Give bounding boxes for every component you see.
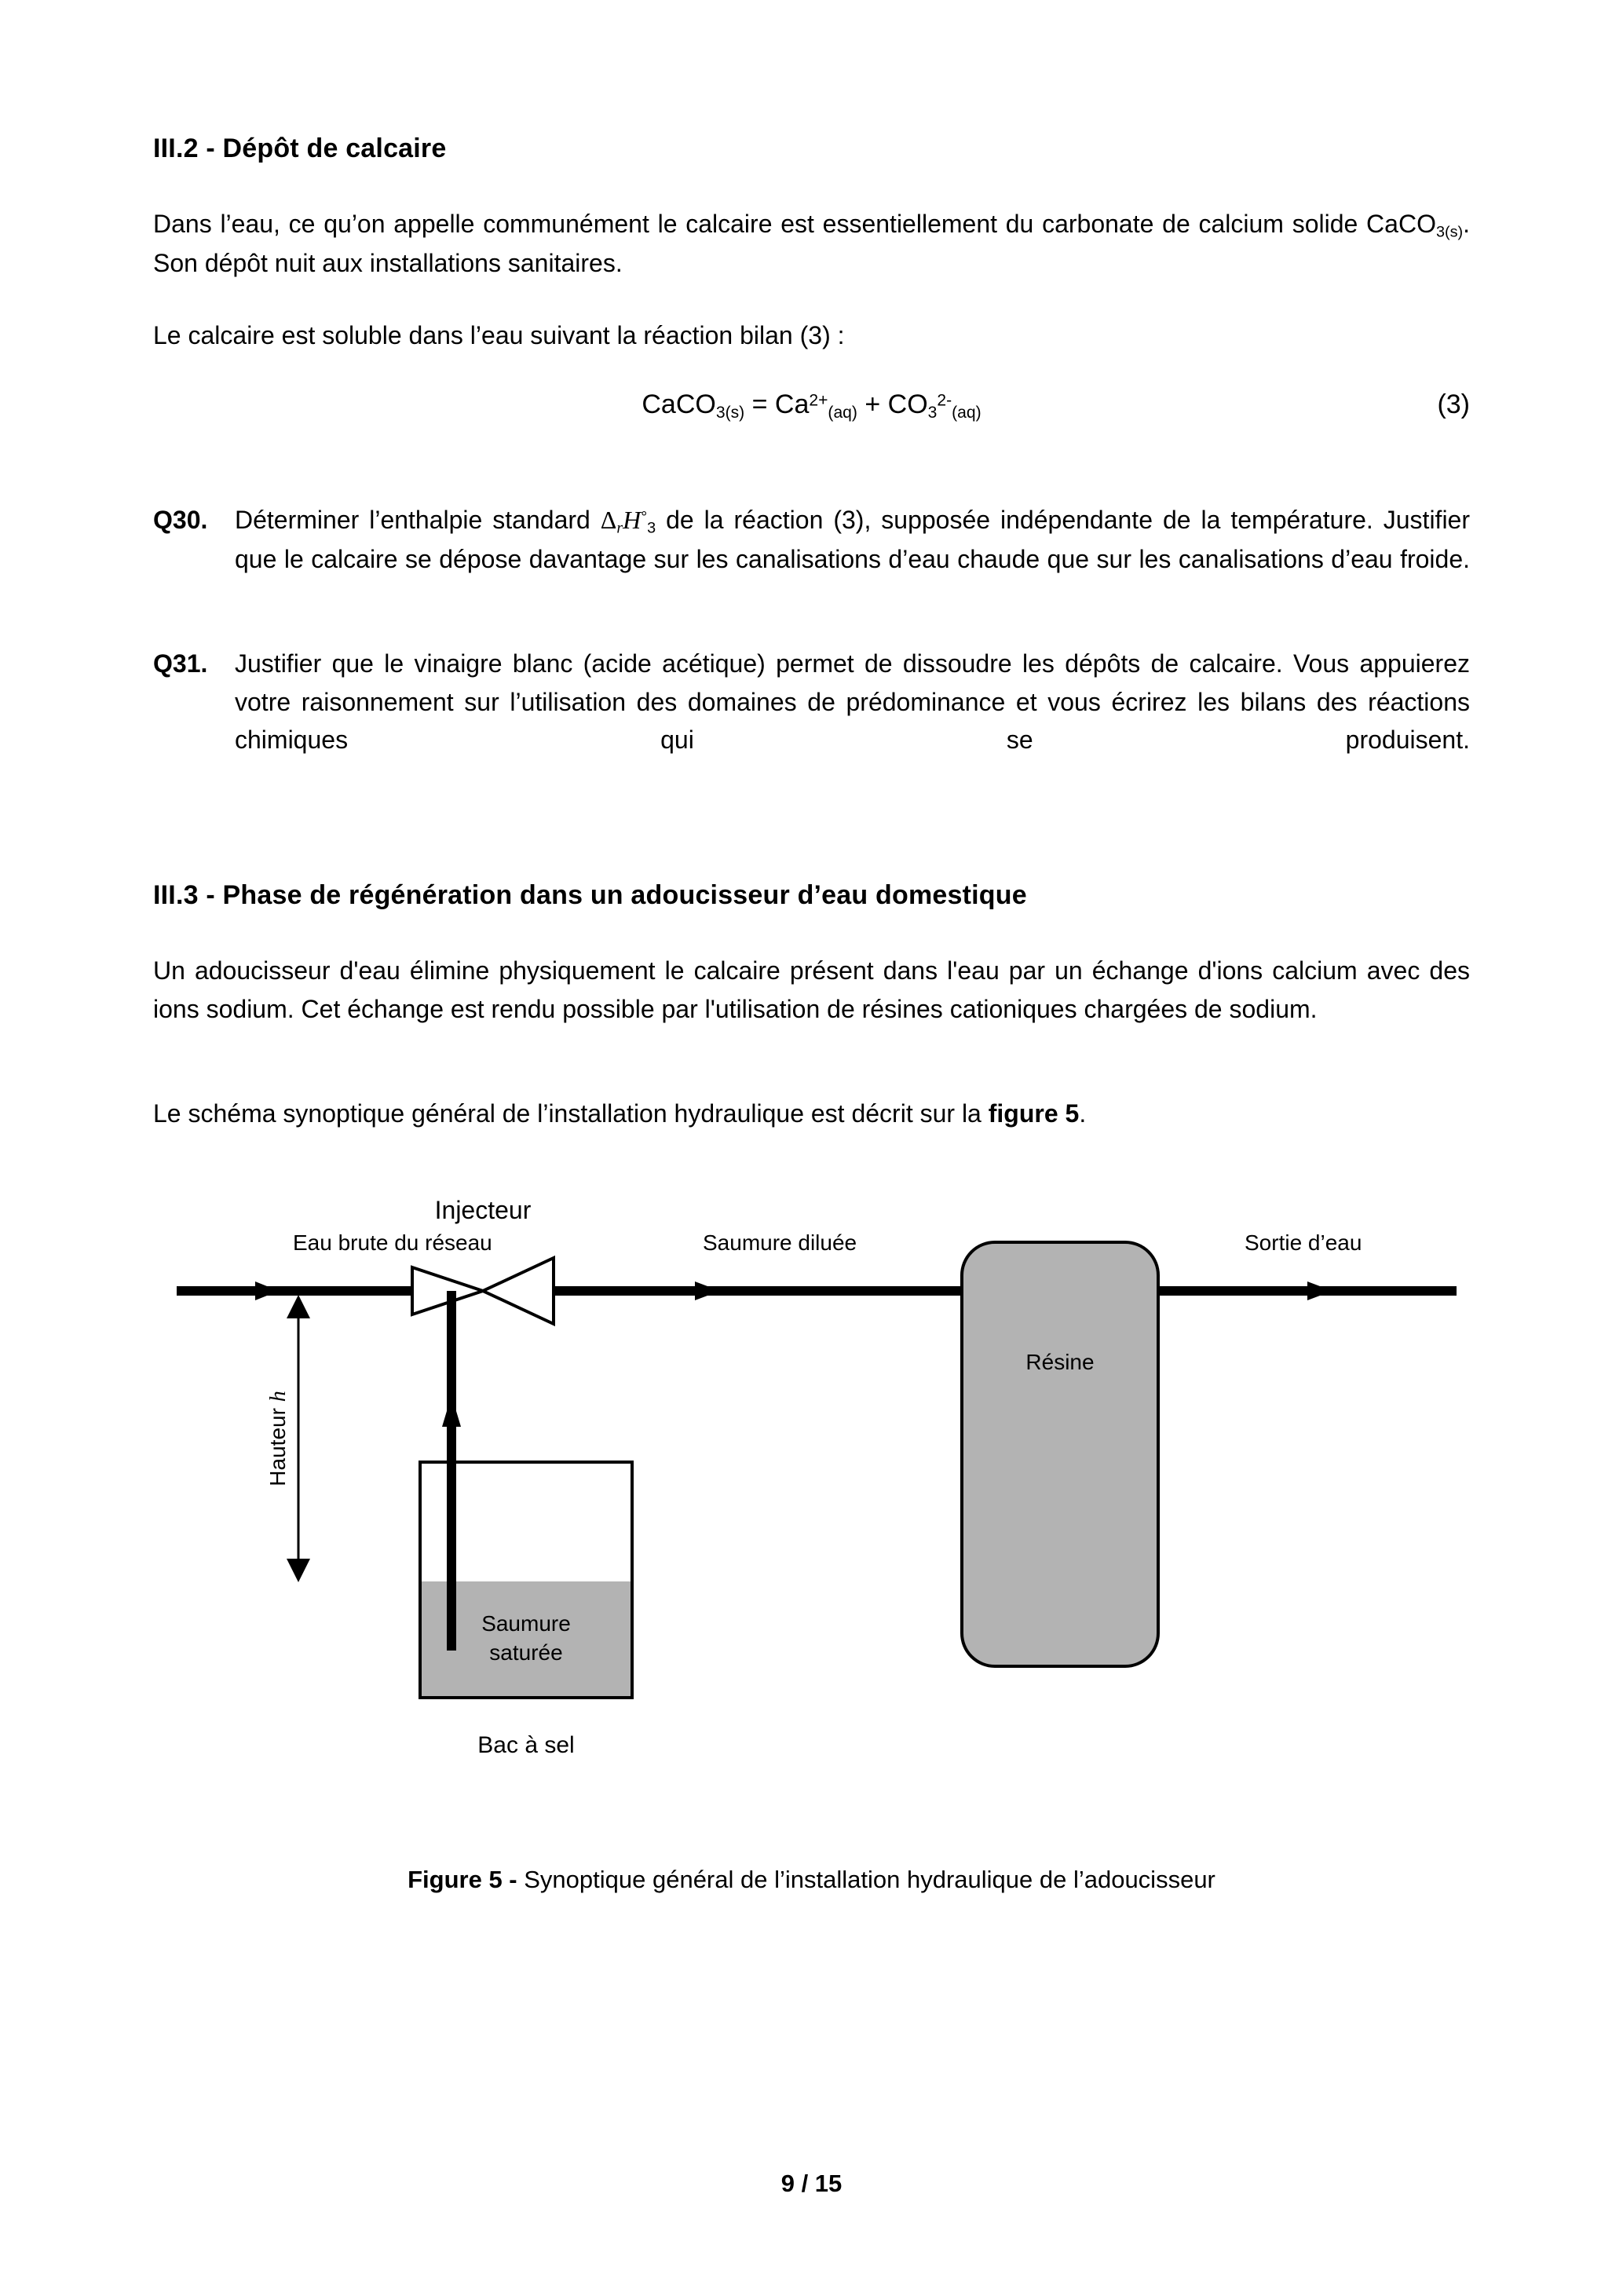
q30-h-sup: ° — [641, 508, 648, 526]
equation-plus: + CO — [857, 389, 928, 419]
paragraph-calcaire-intro — [153, 205, 1470, 282]
suction-flow-arrow — [442, 1395, 461, 1427]
height-label: Hauteur h — [265, 1391, 291, 1486]
question-label-q31: Q31. — [153, 649, 208, 678]
schema-ref-text-a: Le schéma synoptique général de l’installation hydraulique est décrit sur la — [153, 1099, 989, 1128]
figure-5 — [153, 1187, 1480, 1815]
water-outlet-label: Sortie d’eau — [1245, 1230, 1362, 1256]
equation-equals: = Ca — [744, 389, 810, 419]
equation-co-sub: (aq) — [952, 403, 981, 422]
figure-caption-text: Synoptique général de l’installation hydraulique de l’adoucisseur — [517, 1866, 1215, 1894]
brine-label-line2: saturée — [489, 1640, 563, 1665]
equation-ca-sub: (aq) — [828, 403, 857, 422]
brine-label-line1: Saumure — [481, 1611, 571, 1636]
paragraph-schema-ref — [153, 1095, 1470, 1133]
equation-lhs: CaCO — [642, 389, 716, 419]
question-label-q30: Q30. — [153, 505, 208, 534]
section-title-iii-2: III.2 - Dépôt de calcaire — [153, 133, 447, 163]
diluted-brine-label: Saumure diluée — [703, 1230, 857, 1256]
q30-h-sub: 3 — [647, 519, 656, 537]
q30-text-a: Déterminer l’enthalpie standard — [235, 505, 601, 534]
q30-delta-symbol: Δ — [600, 505, 617, 534]
raw-water-label: Eau brute du réseau — [293, 1230, 492, 1256]
schema-ref-text-b: . — [1079, 1099, 1087, 1128]
equation-ca-sup: 2+ — [809, 391, 828, 410]
paragraph-solubilite: Le calcaire est soluble dans l’eau suivant la réaction bilan (3) : — [153, 321, 845, 350]
equation-number: (3) — [1437, 389, 1470, 419]
equation-co-sub3: 3 — [927, 403, 938, 422]
formula-subscript: 3(s) — [1435, 223, 1464, 241]
resin-label: Résine — [1025, 1350, 1095, 1375]
paragraph-text-part-b: . Son dépôt nuit aux installations sanitaires. — [153, 210, 1470, 277]
question-q30 — [153, 501, 1470, 616]
inlet-flow-arrow — [255, 1281, 279, 1300]
paragraph-adoucisseur: Un adoucisseur d'eau élimine physiquement le calcaire présent dans l'eau par un échange d'ions calcium avec des ions sodium. Cet échange est rendu possible par l'utilisation de résines cationiques chargées de sodium. — [153, 956, 1470, 1024]
schema-ref-figure-link: figure 5 — [988, 1099, 1080, 1128]
figure-caption-bold: Figure 5 - — [408, 1866, 517, 1894]
section-title-iii-3: III.3 - Phase de régénération dans un adoucisseur d’eau domestique — [153, 880, 1027, 911]
paragraph-text-part-a: Dans l’eau, ce qu’on appelle communément le calcaire est essentiellement du carbonate de calcium solide CaCO — [153, 210, 1436, 238]
equation-3 — [153, 389, 1470, 426]
question-text-q31: Justifier que le vinaigre blanc (acide acétique) permet de dissoudre les dépôts de calcaire. Vous appuierez votre raisonnement sur l’utilisation des domaines de prédominance et vous écrirez les bilans des réactions chimiques qui se produisent. — [235, 649, 1470, 755]
resin-tank — [962, 1242, 1158, 1666]
question-q31 — [153, 645, 1470, 798]
page-footer: 9 / 15 — [780, 2170, 843, 2197]
figure-5-caption — [153, 1866, 1470, 1894]
equation-body — [153, 389, 1470, 422]
injector-label: Injecteur — [434, 1196, 532, 1225]
equation-co-sup: 2- — [937, 391, 952, 410]
figure-5-svg — [153, 1187, 1480, 1815]
question-text-q30 — [235, 501, 1470, 616]
salt-tank-caption: Bac à sel — [477, 1732, 575, 1759]
q30-text-b: de la réaction (3), supposée indépendante de la température. Justifier que le calcaire se dépose davantage sur les canalisations d’eau chaude que sur les canalisations d’eau froide. — [235, 505, 1471, 573]
q30-delta-sub: r — [616, 519, 623, 537]
q30-h-symbol: H — [623, 505, 642, 534]
injector-cone-right — [483, 1258, 554, 1324]
equation-lhs-sub: 3(s) — [715, 403, 745, 422]
diluted-brine-arrow — [695, 1281, 720, 1300]
outlet-flow-arrow — [1307, 1281, 1332, 1300]
